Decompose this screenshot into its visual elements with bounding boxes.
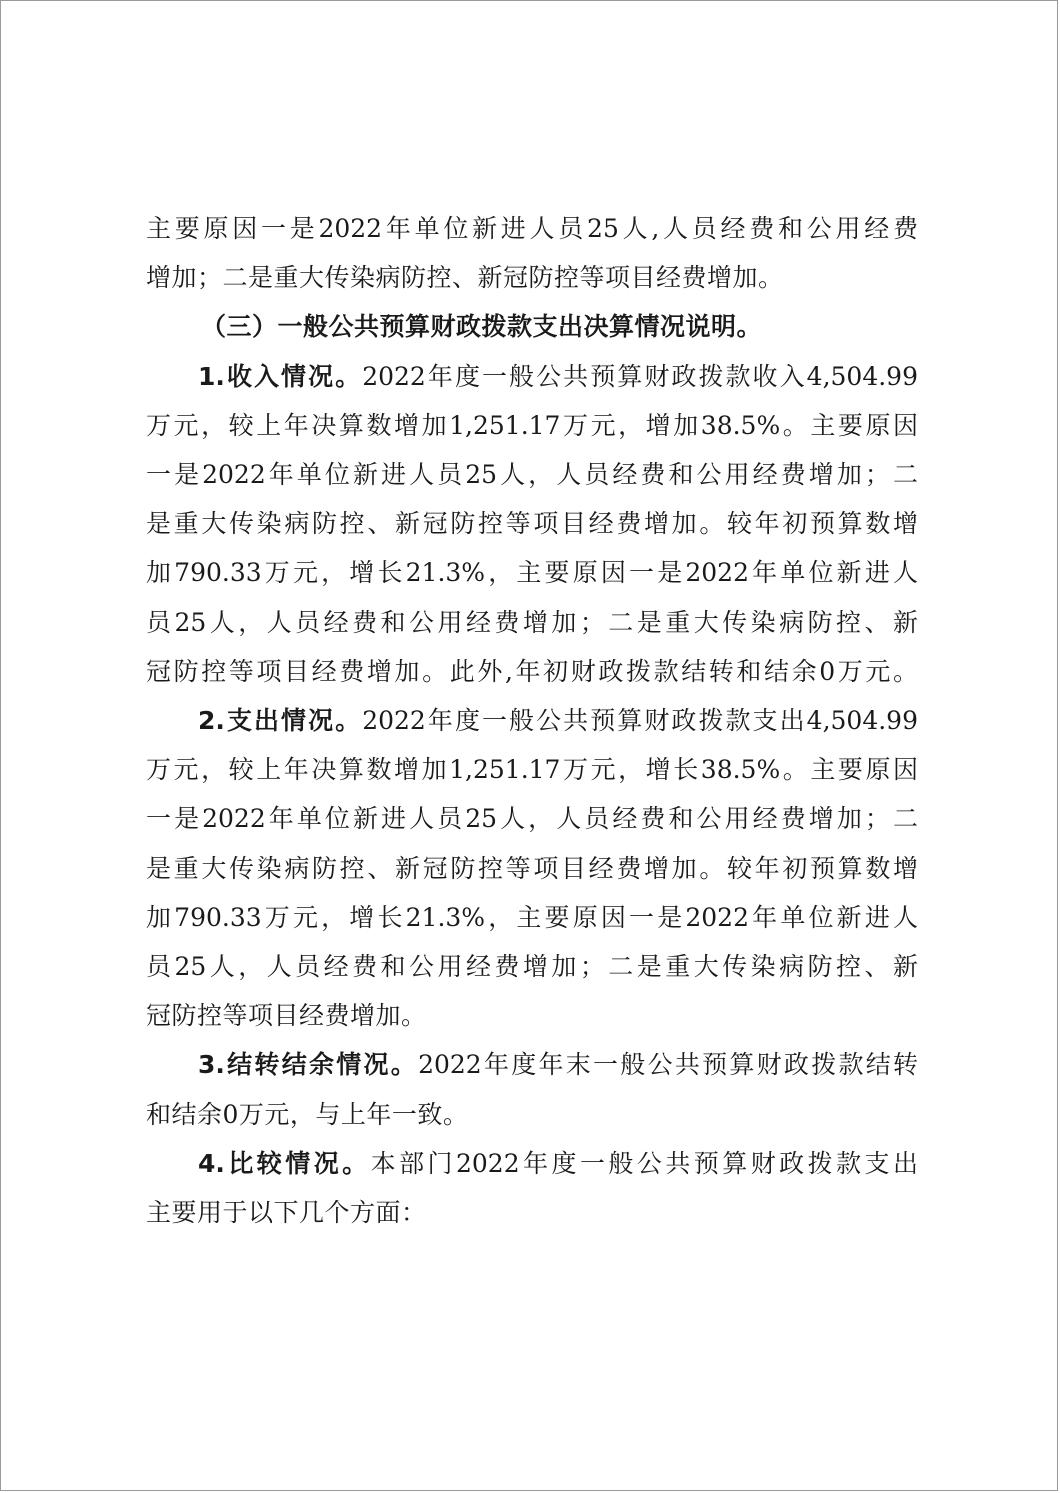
text-line: 员25人，人员经费和公用经费增加；二是重大传染病防控、新	[146, 952, 918, 982]
text-line: 一是2022年单位新进人员25人，人员经费和公用经费增加；二	[146, 460, 918, 490]
text-line: 加790.33万元，增长21.3%，主要原因一是2022年单位新进人	[146, 558, 918, 588]
text-line: 是重大传染病防控、新冠防控等项目经费增加。较年初预算数增	[146, 509, 918, 539]
text-line: 主要原因一是2022年单位新进人员25人,人员经费和公用经费	[146, 214, 918, 243]
text-line: 员25人，人员经费和公用经费增加；二是重大传染病防控、新	[146, 607, 918, 637]
text-line-first	[146, 1139, 918, 1188]
text-line: 加790.33万元，增长21.3%，主要原因一是2022年单位新进人	[146, 902, 918, 932]
text-line: 增加；二是重大传染病防控、新冠防控等项目经费增加。	[146, 263, 784, 293]
paragraph-expenditure	[146, 696, 918, 1040]
text-line: 2022年度一般公共预算财政拨款收入4,504.99	[362, 361, 918, 391]
paragraph-income	[146, 352, 918, 696]
text-line: 万元，较上年决算数增加1,251.17万元，增长38.5%。主要原因	[146, 755, 918, 785]
paragraph-lead: 3.结转结余情况。	[198, 1050, 419, 1080]
heading-text: （三）一般公共预算财政拨款支出决算情况说明。	[201, 312, 763, 342]
paragraph-lead: 4.比较情况。	[198, 1148, 371, 1178]
text-line-first	[146, 696, 918, 745]
document-body	[146, 204, 918, 1237]
text-line: 冠防控等项目经费增加。此外,年初财政拨款结转和结余0万元。	[146, 656, 918, 686]
text-line: 万元，较上年决算数增加1,251.17万元，增加38.5%。主要原因	[146, 410, 918, 440]
text-line: 本部门2022年度一般公共预算财政拨款支出	[370, 1148, 918, 1178]
paragraph-comparison	[146, 1139, 918, 1237]
text-line: 2022年度一般公共预算财政拨款支出4,504.99	[362, 706, 918, 736]
text-line: 是重大传染病防控、新冠防控等项目经费增加。较年初预算数增	[146, 853, 918, 883]
text-line: 主要用于以下几个方面：	[146, 1198, 427, 1228]
paragraph-lead: 1.收入情况。	[198, 361, 363, 391]
paragraph-lead: 2.支出情况。	[198, 706, 363, 736]
paragraph-continuation	[146, 204, 918, 302]
text-line-first	[146, 352, 918, 401]
section-heading	[146, 302, 918, 351]
text-line: 一是2022年单位新进人员25人，人员经费和公用经费增加；二	[146, 804, 918, 834]
text-line: 冠防控等项目经费增加。	[146, 1001, 427, 1031]
text-line: 和结余0万元，与上年一致。	[146, 1099, 469, 1129]
paragraph-carryover	[146, 1040, 918, 1138]
text-line-first	[146, 1040, 918, 1089]
text-line: 2022年度年末一般公共预算财政拨款结转	[418, 1050, 918, 1080]
